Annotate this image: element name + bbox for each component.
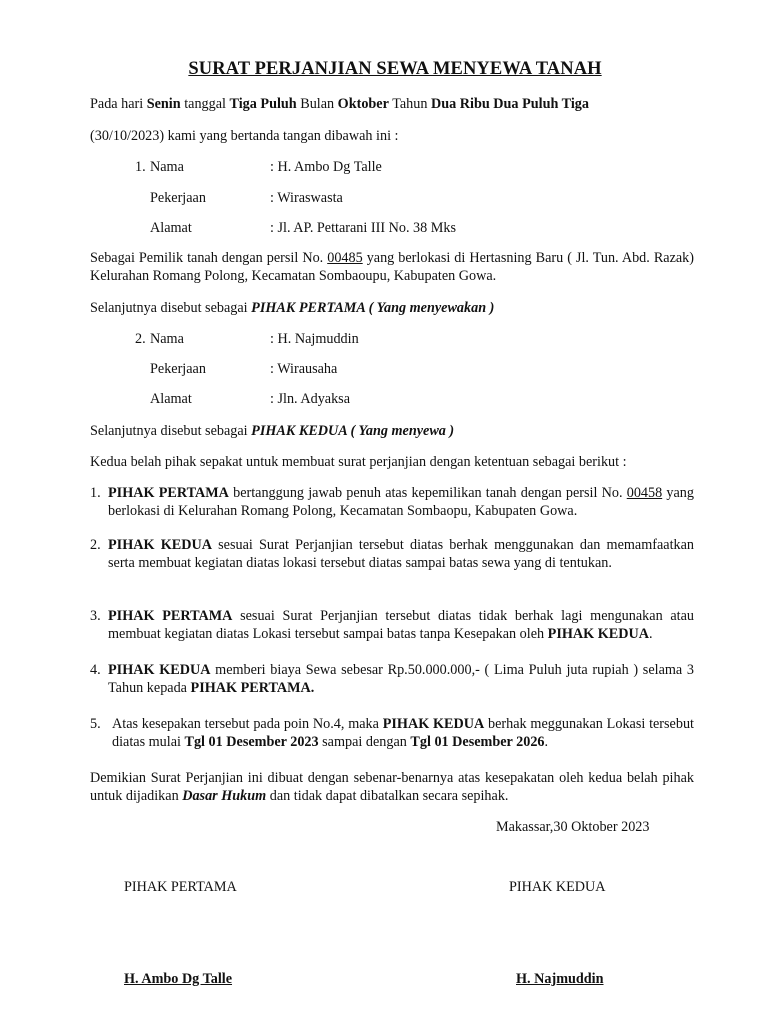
party-name: PIHAK KEDUA xyxy=(382,716,485,732)
end-date: Tgl 01 Desember 2026 xyxy=(410,734,545,750)
party2-designation xyxy=(90,422,694,440)
party1-number: 1. xyxy=(135,159,146,175)
owner-persil-number: 00485 xyxy=(327,250,363,266)
clause-fragment: berhak meggunakan Lokasi tersebut diatas mulai xyxy=(112,716,694,750)
clause-text xyxy=(108,536,694,572)
clause-number: 2. xyxy=(90,537,101,553)
clause-text xyxy=(112,715,694,751)
clause-number: 5. xyxy=(90,716,101,732)
start-date: Tgl 01 Desember 2023 xyxy=(184,734,319,750)
party-name: PIHAK KEDUA xyxy=(547,626,649,642)
clause-text xyxy=(108,661,694,697)
signature-name-second-party: H. Najmuddin xyxy=(516,971,604,987)
opening-date-words: Tiga Puluh xyxy=(229,96,297,112)
party2-address-value: : Jln. Adyaksa xyxy=(270,391,350,407)
clause-fragment: sampai dengan xyxy=(318,734,411,750)
clause-number: 1. xyxy=(90,485,101,501)
closing-text: dan tidak dapat dibatalkan secara sepihak. xyxy=(266,788,509,804)
clause-persil-number: 00458 xyxy=(626,485,663,501)
party-name: PIHAK KEDUA xyxy=(108,537,212,553)
closing-paragraph xyxy=(90,769,694,805)
party2-name-label: Nama xyxy=(150,331,184,347)
designation-text: Selanjutnya disebut sebagai xyxy=(90,423,252,439)
place-date: Makassar,30 Oktober 2023 xyxy=(496,819,650,835)
opening-day: Senin xyxy=(146,96,181,112)
party2-address-label: Alamat xyxy=(150,391,192,407)
party1-address-value: : Jl. AP. Pettarani III No. 38 Mks xyxy=(270,220,457,236)
document-title: SURAT PERJANJIAN SEWA MENYEWA TANAH xyxy=(188,59,602,79)
signature-name-first-party: H. Ambo Dg Talle xyxy=(124,971,233,987)
party-name: PIHAK PERTAMA xyxy=(108,485,229,501)
signature-label-first-party: PIHAK PERTAMA xyxy=(124,879,237,895)
opening-year-words: Dua Ribu Dua Puluh Tiga xyxy=(431,96,589,112)
party2-job-value: : Wirausaha xyxy=(270,361,338,377)
clause-text xyxy=(108,484,694,520)
opening-text: Pada hari xyxy=(90,96,147,112)
clause-fragment: memberi biaya Sewa sebesar Rp.50.000.000,- ( Lima Puluh juta rupiah ) selama 3 Tahun kepada xyxy=(108,662,694,696)
clause-fragment: yang berlokasi di Kelurahan Romang Polong, Kecamatan Sombaopu, Kabupaten Gowa. xyxy=(108,485,694,519)
party2-role: PIHAK KEDUA ( Yang menyewa ) xyxy=(251,423,455,439)
party-name: PIHAK PERTAMA. xyxy=(190,680,315,696)
party1-name-label: Nama xyxy=(150,159,184,175)
party2-name-value: : H. Najmuddin xyxy=(270,331,359,347)
party1-role: PIHAK PERTAMA ( Yang menyewakan ) xyxy=(251,300,495,316)
signature-label-second-party: PIHAK KEDUA xyxy=(509,879,606,895)
clause-fragment: sesuai Surat Perjanjian tersebut diatas tidak berhak lagi mengunakan atau membuat kegiatan diatas Lokasi tersebut sampai batas tanpa Kesepakan oleh xyxy=(108,608,694,642)
party-name: PIHAK KEDUA xyxy=(108,662,211,678)
opening-text: tanggal xyxy=(180,96,230,112)
opening-line-1 xyxy=(90,95,694,113)
clause-fragment: bertanggung jawab penuh atas kepemilikan tanah dengan persil No. xyxy=(228,485,627,501)
party1-job-label: Pekerjaan xyxy=(150,190,206,206)
party2-job-label: Pekerjaan xyxy=(150,361,206,377)
clause-text xyxy=(108,607,694,643)
designation-text: Selanjutnya disebut sebagai xyxy=(90,300,252,316)
clause-fragment: Atas kesepakan tersebut pada poin No.4, maka xyxy=(112,716,383,732)
clause-fragment: . xyxy=(648,626,653,642)
clause-number: 3. xyxy=(90,608,101,624)
party1-job-value: : Wiraswasta xyxy=(270,190,343,206)
opening-text: Bulan xyxy=(296,96,338,112)
party-name: PIHAK PERTAMA xyxy=(108,608,233,624)
owner-text: Sebagai Pemilik tanah dengan persil No. xyxy=(90,250,328,266)
closing-legal-basis: Dasar Hukum xyxy=(182,788,267,804)
agreement-intro: Kedua belah pihak sepakat untuk membuat surat perjanjian dengan ketentuan sebagai berikut : xyxy=(90,454,627,470)
opening-text: Tahun xyxy=(388,96,431,112)
opening-line-2: (30/10/2023) kami yang bertanda tangan dibawah ini : xyxy=(90,128,399,144)
clause-fragment: . xyxy=(544,734,549,750)
owner-paragraph xyxy=(90,249,694,285)
party1-designation xyxy=(90,299,694,317)
party2-number: 2. xyxy=(135,331,146,347)
party1-address-label: Alamat xyxy=(150,220,192,236)
party1-name-value: : H. Ambo Dg Talle xyxy=(270,159,382,175)
opening-month: Oktober xyxy=(337,96,389,112)
clause-number: 4. xyxy=(90,662,101,678)
owner-text: yang berlokasi di Hertasning Baru ( Jl. Tun. Abd. Razak) Kelurahan Romang Polong, Kecamatan Sombaoupu, Kabupaten Gowa. xyxy=(90,250,694,284)
clause-fragment: sesuai Surat Perjanjian tersebut diatas berhak menggunakan dan memamfaatkan serta membuat kegiatan diatas lokasi tersebut diatas sampai batas sewa yang di tentukan. xyxy=(108,537,694,571)
closing-text: Demikian Surat Perjanjian ini dibuat dengan sebenar-benarnya atas kesepakatan oleh kedua belah pihak untuk dijadikan xyxy=(90,770,694,804)
